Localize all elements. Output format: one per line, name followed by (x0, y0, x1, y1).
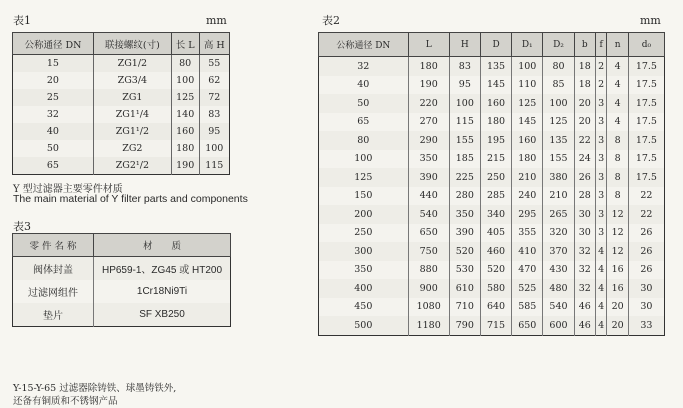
table2-cell: 460 (480, 242, 511, 261)
table2-cell: 3 (595, 224, 606, 243)
table2-cell: 610 (449, 279, 480, 298)
table2-header-cell: D (480, 33, 511, 57)
table1-unit: mm (206, 14, 227, 27)
table2-cell: 4 (607, 76, 628, 95)
table2-cell: 3 (595, 187, 606, 206)
table2-cell: 80 (543, 57, 574, 76)
table2-cell: 520 (449, 242, 480, 261)
table3-header-row (13, 234, 231, 257)
table1-header-row (13, 33, 230, 55)
table2-cell: 210 (512, 168, 543, 187)
table2-cell: 3 (595, 113, 606, 132)
table1-header-cell: 公称通径 DN (13, 33, 94, 55)
table2-cell: 410 (512, 242, 543, 261)
table2-cell: 20 (607, 316, 628, 335)
table2-cell: 3 (595, 168, 606, 187)
table1-cell: ZG1¹/4 (93, 106, 171, 123)
table2-cell: 340 (480, 205, 511, 224)
table2-cell: 8 (607, 168, 628, 187)
table1-row (13, 140, 230, 157)
table2-cell: 4 (595, 261, 606, 280)
table2-cell: 540 (543, 298, 574, 317)
table1-cell: ZG1¹/2 (93, 123, 171, 140)
table2-header-cell: b (574, 33, 595, 57)
table2-cell: 17.5 (628, 57, 664, 76)
table1-caption: 表1 (13, 14, 31, 27)
table2-cell: 4 (607, 113, 628, 132)
table2-cell: 240 (512, 187, 543, 206)
table2-cell: 185 (449, 150, 480, 169)
footnote-line1: Y-15-Y-65 过滤器除铸铁、球墨铸铁外, (13, 383, 177, 394)
table1-note-en: The main material of Y filter parts and components (13, 193, 248, 205)
table2-cell: 4 (595, 316, 606, 335)
table2-cell: 180 (408, 57, 449, 76)
table2-cell: 17.5 (628, 94, 664, 113)
table3-header-cell: 零 件 名 称 (13, 234, 94, 257)
table2-cell: 250 (319, 224, 409, 243)
table1-cell: 32 (13, 106, 94, 123)
table2-row (319, 131, 665, 150)
table2-cell: 750 (408, 242, 449, 261)
table2-header-cell: f (595, 33, 606, 57)
table2-cell: 22 (574, 131, 595, 150)
table2-cell: 4 (595, 242, 606, 261)
table2-cell: 26 (628, 242, 664, 261)
footnote-line2: 还备有铜质和不锈钢产品 (13, 396, 118, 407)
table1-cell: 80 (171, 55, 199, 73)
table2-cell: 160 (480, 94, 511, 113)
table2-cell: 1180 (408, 316, 449, 335)
table2-cell: 20 (574, 94, 595, 113)
table2-cell: 295 (512, 205, 543, 224)
table2-cell: 580 (480, 279, 511, 298)
table2-cell: 440 (408, 187, 449, 206)
table1-row (13, 157, 230, 175)
table2-cell: 145 (512, 113, 543, 132)
table2-cell: 300 (319, 242, 409, 261)
table2-cell: 430 (543, 261, 574, 280)
table2-cell: 470 (512, 261, 543, 280)
table2-cell: 500 (319, 316, 409, 335)
table1-cell: 62 (199, 72, 229, 89)
table2-cell: 280 (449, 187, 480, 206)
table2-cell: 17.5 (628, 113, 664, 132)
table2-cell: 135 (480, 57, 511, 76)
table1-cell: 20 (13, 72, 94, 89)
table2-cell: 26 (628, 261, 664, 280)
table2-cell: 145 (480, 76, 511, 95)
table3-cell: 垫片 (13, 303, 94, 327)
table2-cell: 32 (319, 57, 409, 76)
table2-cell: 100 (319, 150, 409, 169)
table2-cell: 390 (408, 168, 449, 187)
table2-cell: 18 (574, 76, 595, 95)
table2-cell: 22 (628, 187, 664, 206)
table2-cell: 350 (319, 261, 409, 280)
table1-cell: 160 (171, 123, 199, 140)
table2-row (319, 224, 665, 243)
table2-cell: 2 (595, 57, 606, 76)
table1-cell: 65 (13, 157, 94, 175)
table3-row (13, 280, 231, 303)
table2-cell: 100 (512, 57, 543, 76)
table2-cell: 125 (512, 94, 543, 113)
table3-row (13, 303, 231, 327)
table1-cell: 83 (199, 106, 229, 123)
table2-row (319, 242, 665, 261)
table3-row (13, 257, 231, 281)
table1-row (13, 123, 230, 140)
table2-cell: 65 (319, 113, 409, 132)
table2-row (319, 57, 665, 76)
table2-row (319, 94, 665, 113)
table1-row (13, 106, 230, 123)
table2-header-cell: 公称通径 DN (319, 33, 409, 57)
table1-header-cell: 联接螺纹(寸) (93, 33, 171, 55)
table1-cell: 15 (13, 55, 94, 73)
table1-cell: 50 (13, 140, 94, 157)
table2-cell: 12 (607, 242, 628, 261)
table1-cell: 40 (13, 123, 94, 140)
table2-cell: 125 (319, 168, 409, 187)
table2-caption: 表2 (322, 14, 340, 27)
table1-cell: ZG3/4 (93, 72, 171, 89)
table1-cell: 125 (171, 89, 199, 106)
table2-cell: 585 (512, 298, 543, 317)
table1-cell: ZG2¹/2 (93, 157, 171, 175)
table1-cell: 55 (199, 55, 229, 73)
table2-cell: 17.5 (628, 150, 664, 169)
table2-cell: 525 (512, 279, 543, 298)
table1-cell: ZG1/2 (93, 55, 171, 73)
table2-cell: 85 (543, 76, 574, 95)
table2-cell: 16 (607, 279, 628, 298)
table2-cell: 17.5 (628, 168, 664, 187)
table3-cell: HP659-1、ZG45 或 HT200 (94, 257, 231, 281)
table2-cell: 3 (595, 205, 606, 224)
table1-cell: 115 (199, 157, 229, 175)
table2-cell: 520 (480, 261, 511, 280)
table2-cell: 50 (319, 94, 409, 113)
table2-row (319, 298, 665, 317)
table2-cell: 125 (543, 113, 574, 132)
table2-cell: 83 (449, 57, 480, 76)
table2-cell: 640 (480, 298, 511, 317)
table2-cell: 200 (319, 205, 409, 224)
table2-cell: 26 (574, 168, 595, 187)
table2-cell: 290 (408, 131, 449, 150)
table2-cell: 250 (480, 168, 511, 187)
table2-cell: 195 (480, 131, 511, 150)
table2-cell: 180 (512, 150, 543, 169)
table2-cell: 17.5 (628, 131, 664, 150)
table2-cell: 32 (574, 242, 595, 261)
table2-cell: 8 (607, 131, 628, 150)
table1-row (13, 55, 230, 73)
table2-cell: 40 (319, 76, 409, 95)
table2-cell: 380 (543, 168, 574, 187)
table2-cell: 4 (595, 279, 606, 298)
table2-header-cell: H (449, 33, 480, 57)
table2-cell: 28 (574, 187, 595, 206)
table2-header-cell: D₁ (512, 33, 543, 57)
table2-cell: 26 (628, 224, 664, 243)
table3-materials (12, 233, 231, 327)
table1-cell: ZG1 (93, 89, 171, 106)
table2-cell: 110 (512, 76, 543, 95)
table2-row (319, 150, 665, 169)
table2-cell: 715 (480, 316, 511, 335)
table2-cell: 180 (480, 113, 511, 132)
table2-cell: 1080 (408, 298, 449, 317)
table2-cell: 30 (628, 298, 664, 317)
table1-cell: 180 (171, 140, 199, 157)
table2-cell: 390 (449, 224, 480, 243)
table2-cell: 450 (319, 298, 409, 317)
table2-cell: 20 (607, 298, 628, 317)
table1-cell: 95 (199, 123, 229, 140)
table2-row (319, 261, 665, 280)
table2-cell: 160 (512, 131, 543, 150)
table2-header-row (319, 33, 665, 57)
table2-cell: 3 (595, 94, 606, 113)
table1-cell: 140 (171, 106, 199, 123)
table2-cell: 3 (595, 131, 606, 150)
table2-cell: 18 (574, 57, 595, 76)
table2-cell: 135 (543, 131, 574, 150)
table1-header-cell: 长 L (171, 33, 199, 55)
table1-row (13, 89, 230, 106)
table2-cell: 880 (408, 261, 449, 280)
table2-row (319, 279, 665, 298)
table1-cell: 25 (13, 89, 94, 106)
table2-row (319, 316, 665, 335)
table3-cell: 阀体封盖 (13, 257, 94, 281)
table2-cell: 24 (574, 150, 595, 169)
table2-cell: 650 (512, 316, 543, 335)
table2-cell: 115 (449, 113, 480, 132)
table2-cell: 30 (628, 279, 664, 298)
table2-cell: 4 (595, 298, 606, 317)
table3-cell: 过滤网组件 (13, 280, 94, 303)
table2-cell: 540 (408, 205, 449, 224)
table3-cell: 1Cr18Ni9Ti (94, 280, 231, 303)
table2-row (319, 168, 665, 187)
table2-header-cell: D₂ (543, 33, 574, 57)
table2-cell: 20 (574, 113, 595, 132)
table2-header-cell: n (607, 33, 628, 57)
table2-cell: 3 (595, 150, 606, 169)
table2-header-cell: d₀ (628, 33, 664, 57)
table2-cell: 100 (543, 94, 574, 113)
table2-unit: mm (640, 14, 661, 27)
table2-cell: 4 (607, 94, 628, 113)
table2-cell: 350 (449, 205, 480, 224)
table1-cell: 190 (171, 157, 199, 175)
table1-header-cell: 高 H (199, 33, 229, 55)
table2-cell: 150 (319, 187, 409, 206)
table3-header-cell: 材 质 (94, 234, 231, 257)
table3-caption: 表3 (13, 220, 31, 233)
table2-cell: 215 (480, 150, 511, 169)
table3-cell: SF XB250 (94, 303, 231, 327)
table1-row (13, 72, 230, 89)
table1-cell: 72 (199, 89, 229, 106)
table2-cell: 12 (607, 224, 628, 243)
table2-flange-dimensions (318, 32, 665, 336)
table2-cell: 225 (449, 168, 480, 187)
table2-cell: 16 (607, 261, 628, 280)
table2-cell: 2 (595, 76, 606, 95)
table2-cell: 265 (543, 205, 574, 224)
table2-cell: 8 (607, 187, 628, 206)
table2-cell: 790 (449, 316, 480, 335)
table2-cell: 405 (480, 224, 511, 243)
table2-header-cell: L (408, 33, 449, 57)
table2-cell: 270 (408, 113, 449, 132)
table2-row (319, 76, 665, 95)
table2-cell: 95 (449, 76, 480, 95)
table2-cell: 100 (449, 94, 480, 113)
table2-cell: 900 (408, 279, 449, 298)
table1-note-cn: Y 型过滤器主要零件材质 (13, 184, 123, 195)
table2-cell: 355 (512, 224, 543, 243)
table2-row (319, 205, 665, 224)
table2-cell: 17.5 (628, 76, 664, 95)
table2-cell: 80 (319, 131, 409, 150)
table2-cell: 155 (449, 131, 480, 150)
table2-cell: 320 (543, 224, 574, 243)
table2-cell: 30 (574, 205, 595, 224)
table2-cell: 8 (607, 150, 628, 169)
table2-cell: 530 (449, 261, 480, 280)
table2-cell: 46 (574, 316, 595, 335)
table2-cell: 400 (319, 279, 409, 298)
table1-cell: 100 (171, 72, 199, 89)
table2-cell: 30 (574, 224, 595, 243)
table1-cell: ZG2 (93, 140, 171, 157)
table2-cell: 650 (408, 224, 449, 243)
table2-cell: 190 (408, 76, 449, 95)
table2-row (319, 187, 665, 206)
table1-dimensions (12, 32, 230, 175)
table2-cell: 12 (607, 205, 628, 224)
table2-cell: 22 (628, 205, 664, 224)
table2-cell: 710 (449, 298, 480, 317)
table2-cell: 350 (408, 150, 449, 169)
table2-cell: 480 (543, 279, 574, 298)
table2-cell: 4 (607, 57, 628, 76)
table2-cell: 46 (574, 298, 595, 317)
table2-cell: 32 (574, 279, 595, 298)
table2-cell: 370 (543, 242, 574, 261)
table1-cell: 100 (199, 140, 229, 157)
table2-cell: 155 (543, 150, 574, 169)
table2-cell: 32 (574, 261, 595, 280)
table2-cell: 33 (628, 316, 664, 335)
table2-row (319, 113, 665, 132)
table2-cell: 210 (543, 187, 574, 206)
table2-cell: 600 (543, 316, 574, 335)
table2-cell: 285 (480, 187, 511, 206)
table2-cell: 220 (408, 94, 449, 113)
